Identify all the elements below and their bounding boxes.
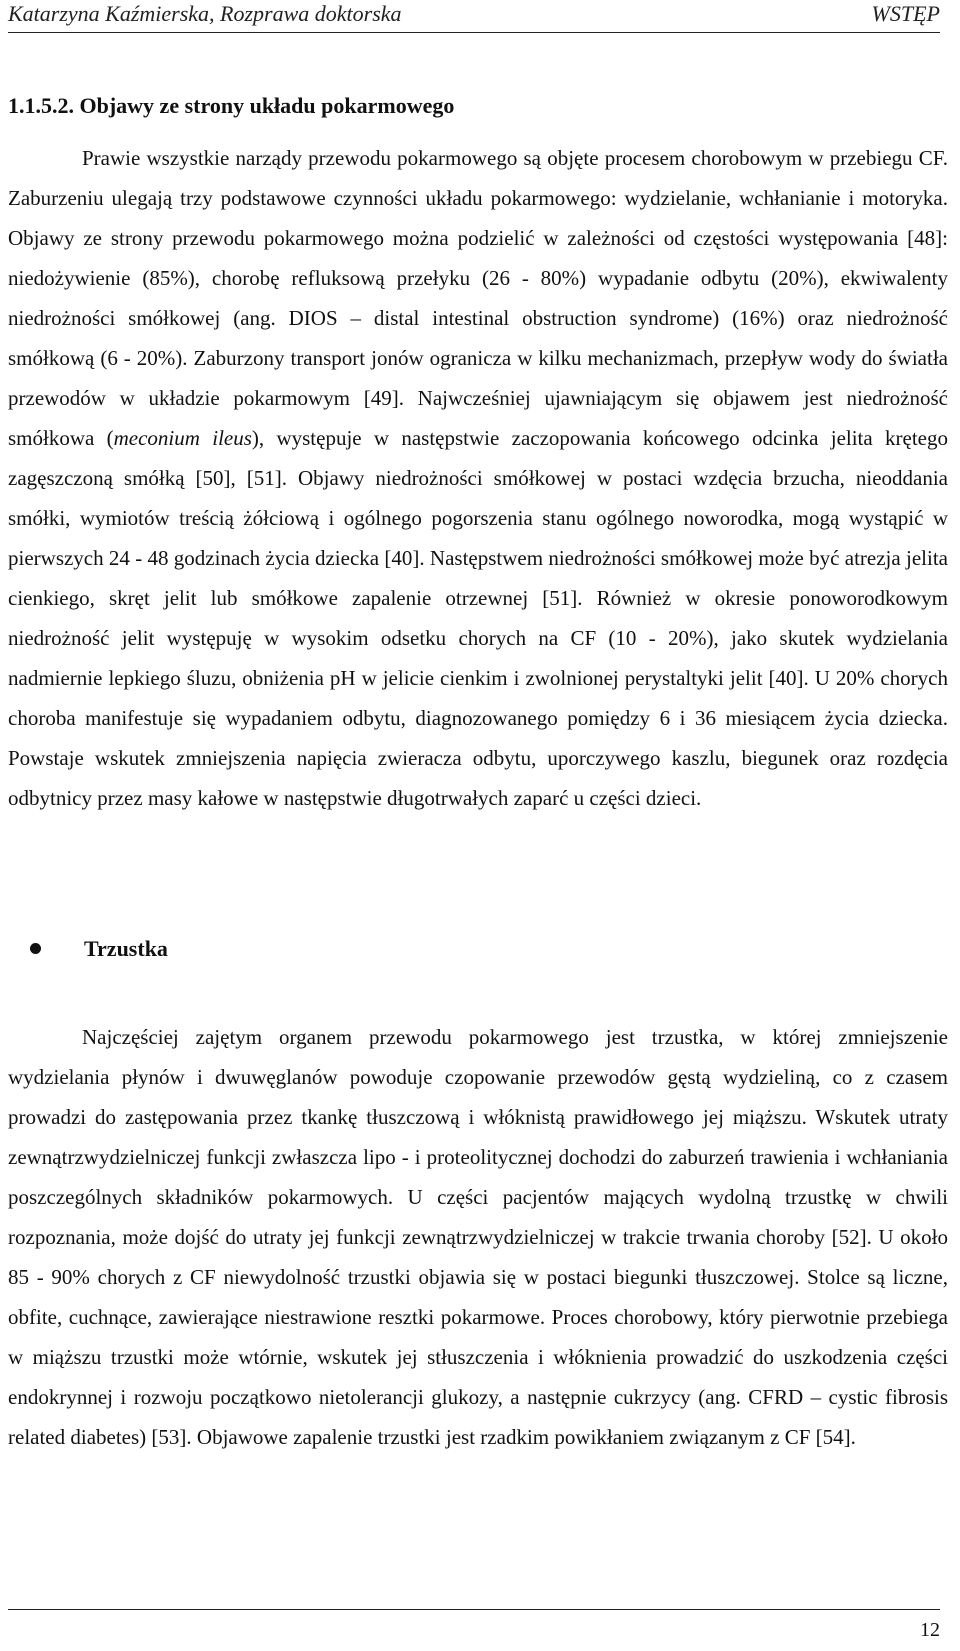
paragraph-text: Prawie wszystkie narządy przewodu pokarmowego są objęte procesem chorobowym w przebiegu CF. Zaburzeniu ulegają trzy podstawowe czynności układu pokarmowego: wydzielanie, wchłanianie i motoryka. Objawy ze strony przewodu pokarmowego można podzielić w zależności od częstości występowania [48]: niedożywienie (85%), chorobę refluksową przełyku (26 - 80%) wypadanie odbytu (20%), ekwiwalenty niedrożności smółkowej (ang. DIOS – distal intestinal obstruction syndrome) (16%) oraz niedrożność smółkową (6 - 20%). Zaburzony transport jonów ogranicza w kilku mechanizmach, przepływ wody do światła przewodów w układzie pokarmowym [49]. Najwcześniej ujawniającym się objawem jest niedrożność smółkowa (	[8, 146, 948, 450]
header-divider	[8, 32, 940, 33]
header-author-title: Katarzyna Kaźmierska, Rozprawa doktorska	[8, 1, 402, 26]
section-heading: 1.1.5.2. Objawy ze strony układu pokarmowego	[8, 93, 455, 118]
paragraph-italic-term: meconium ileus	[113, 426, 252, 450]
paragraph-pancreas: Najczęściej zajętym organem przewodu pokarmowego jest trzustka, w której zmniejszenie wydzielania płynów i dwuwęglanów powoduje czopowanie przewodów gęstą wydzieliną, co z czasem prowadzi do zastępowania przez tkankę tłuszczową i włóknistą prawidłowego jej miąższu. Wskutek utraty zewnątrzwydzielniczej funkcji zwłaszcza lipo - i proteolitycznej dochodzi do zaburzeń trawienia i wchłaniania poszczególnych składników pokarmowych. U części pacjentów mających wydolną trzustkę w chwili rozpoznania, może dojść do utraty jej funkcji zewnątrzwydzielniczej w trakcie trwania choroby [52]. U około 85 - 90% chorych z CF niewydolność trzustki objawia się w postaci biegunki tłuszczowej. Stolce są liczne, obfite, cuchnące, zawierające niestrawione resztki pokarmowe. Proces chorobowy, który pierwotnie przebiega w miąższu trzustki może wtórnie, wskutek jej stłuszczenia i włóknienia prowadzić do uszkodzenia części endokrynnej i rozwoju początkowo nietolerancji glukozy, a następnie cukrzycy (ang. CFRD – cystic fibrosis related diabetes) [53]. Objawowe zapalenie trzustki jest rzadkim powikłaniem związanym z CF [54].	[8, 1025, 948, 1449]
bullet-icon	[30, 943, 41, 954]
page-number: 12	[920, 1619, 940, 1641]
running-header	[8, 2, 940, 28]
bullet-label: Trzustka	[84, 936, 168, 961]
paragraph-digestive-symptoms	[8, 138, 948, 818]
paragraph-text: ), występuje w następstwie zaczopowania końcowego odcinka jelita krętego zagęszczoną smółką [50], [51]. Objawy niedrożności smółkowej w postaci wzdęcia brzucha, nieoddania smółki, wymiotów treścią żółciową i ogólnego pogorszenia stanu ogólnego noworodka, mogą wystąpić w pierwszych 24 - 48 godzinach życia dziecka [40]. Następstwem niedrożności smółkowej może być atrezja jelita cienkiego, skręt jelit lub smółkowe zapalenie otrzewnej [51]. Również w okresie ponoworodkowym niedrożność jelit występuję w wysokim odsetku chorych na CF (10 - 20%), jako skutek wydzielania nadmiernie lepkiego śluzu, obniżenia pH w jelicie cienkim i zwolnionej perystaltyki jelit [40]. U 20% chorych choroba manifestuje się wypadaniem odbytu, diagnozowanego pomiędzy 6 i 36 miesiącem życia dziecka. Powstaje wskutek zmniejszenia napięcia zwieracza odbytu, uporczywego kaszlu, biegunek oraz rozdęcia odbytnicy przez masy kałowe w następstwie długotrwałych zaparć u części dzieci.	[8, 426, 948, 810]
header-chapter: WSTĘP	[871, 1, 940, 26]
footer-divider	[8, 1609, 940, 1610]
